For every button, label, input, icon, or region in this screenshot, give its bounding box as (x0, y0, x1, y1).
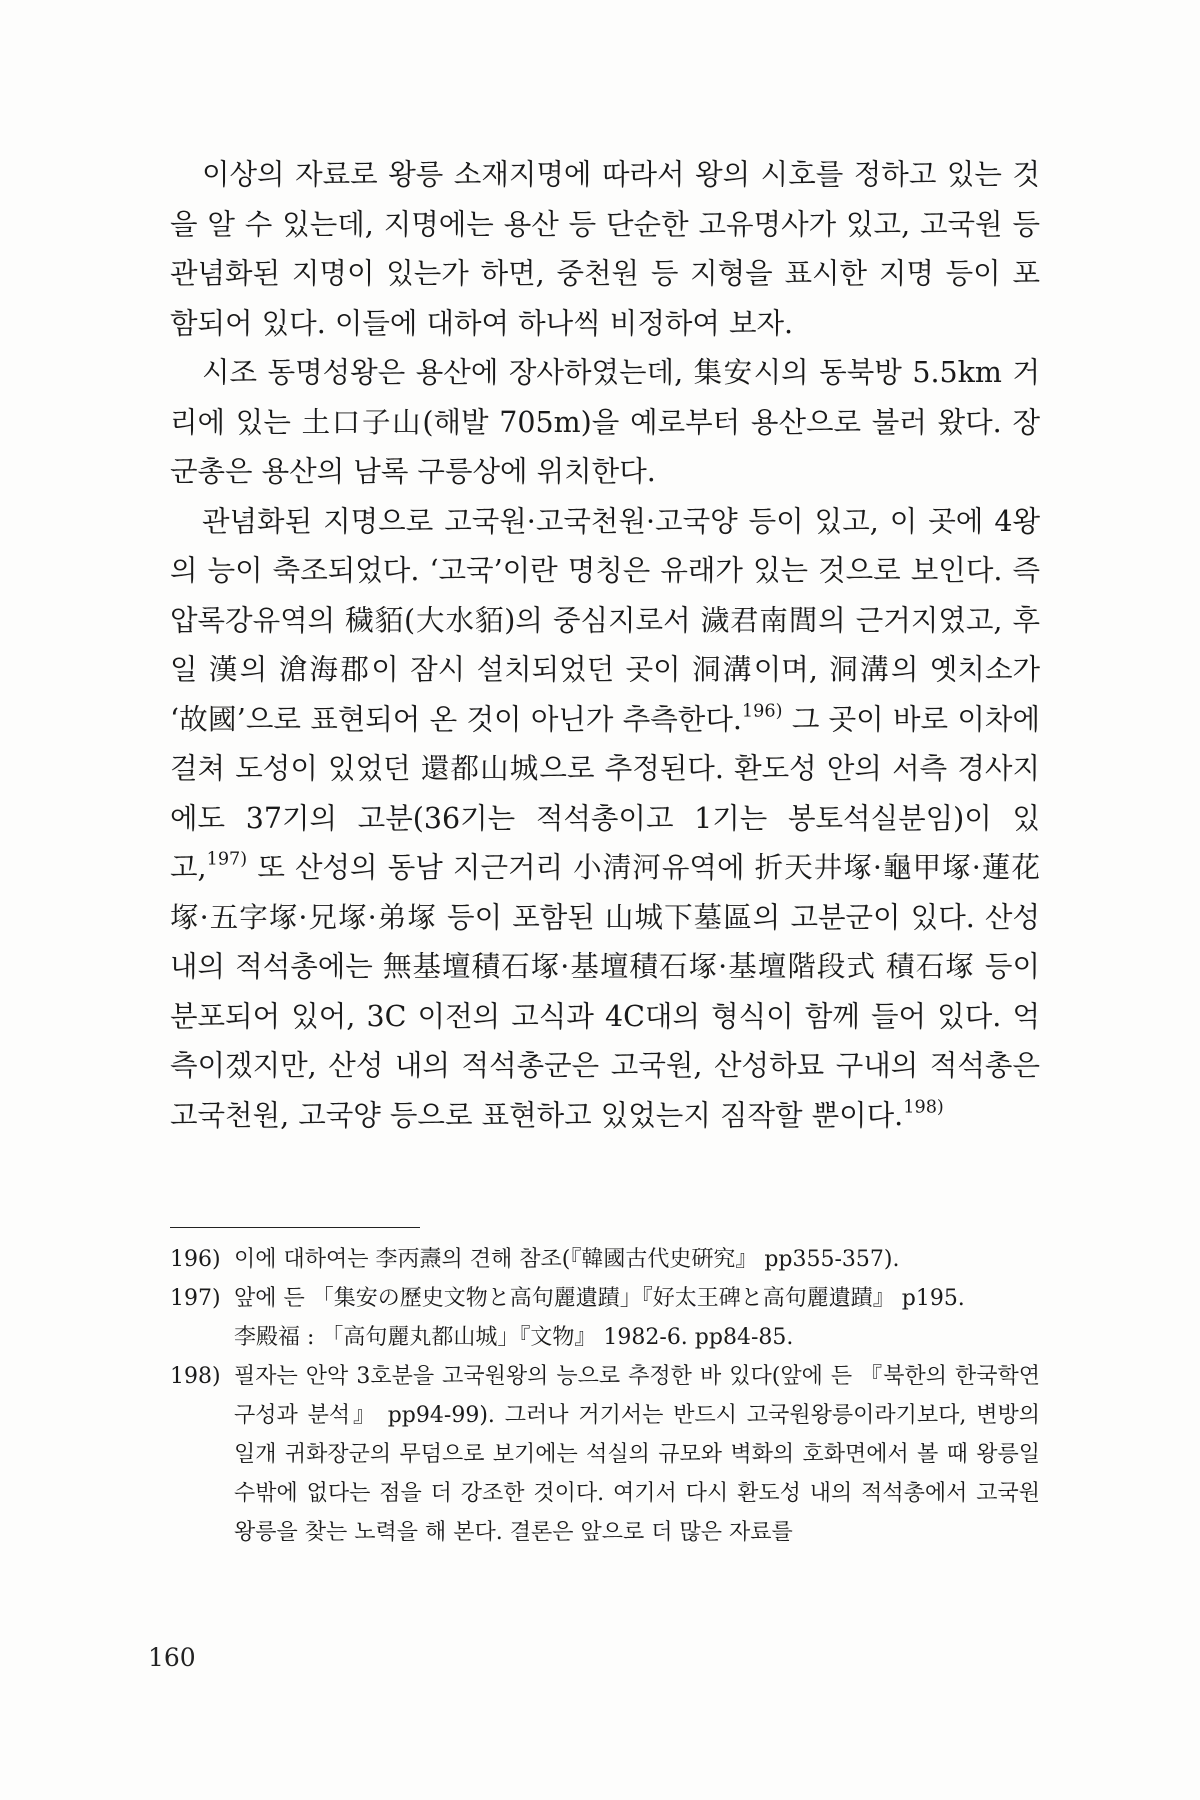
footnote-text: 앞에 든 「集安の歷史文物と高句麗遺蹟」『好太王碑と高句麗遺蹟』 p195. (234, 1286, 965, 1311)
page-number: 160 (148, 1643, 196, 1672)
footnote-text: 이에 대하여는 李丙燾의 견해 참조(『韓國古代史硏究』 pp355-357). (234, 1247, 900, 1272)
footnote-196 (170, 1240, 1040, 1279)
footnote-number: 196) (170, 1247, 221, 1272)
footnote-number: 198) (170, 1364, 221, 1389)
footnote-197 (170, 1279, 1040, 1357)
body-text (170, 150, 1040, 1140)
paragraph-3-part-2: 그 곳이 바로 이차에 걸쳐 도성이 있었던 還都山城으로 추정된다. 환도성 안의 서측 경사지에도 37기의 고분(36기는 적석총이고 1기는 봉토석실분임)이 있고, (170, 702, 1040, 884)
footnote-ref-197[interactable]: 197) (206, 849, 248, 870)
footnote-198 (170, 1357, 1040, 1552)
paragraph-3 (170, 497, 1040, 1141)
footnote-divider (170, 1227, 420, 1228)
footnote-ref-198[interactable]: 198) (903, 1097, 944, 1118)
paragraph-3-part-1: 관념화된 지명으로 고국원·고국천원·고국양 등이 있고, 이 곳에 4왕의 능이 축조되었다. ‘고국’이란 명칭은 유래가 있는 것으로 보인다. 즉 압록강유역의 穢貊(大水貊)의 중심지로서 濊君南閭의 근거지였고, 후일 漢의 滄海郡이 잠시 설치되었던 곳이 洞溝이며, 洞溝의 옛치소가 ‘故國’으로 표현되어 온 것이 아닌가 추측한다. (170, 504, 1040, 736)
footnotes (170, 1240, 1040, 1552)
footnote-number: 197) (170, 1286, 221, 1311)
footnote-text: 필자는 안악 3호분을 고국원왕의 능으로 추정한 바 있다(앞에 든 『북한의 한국학연구성과 분석』 pp94-99). 그러나 거기서는 반드시 고국원왕릉이라기보다, 변방의 일개 귀화장군의 무덤으로 보기에는 석실의 규모와 벽화의 호화면에서 볼 때 왕릉일 수밖에 없다는 점을 더 강조한 것이다. 여기서 다시 환도성 내의 적석총에서 고국원왕릉을 찾는 노력을 해 본다. 결론은 앞으로 더 많은 자료를 (234, 1364, 1040, 1545)
footnote-ref-196[interactable]: 196) (741, 701, 783, 722)
paragraph-2: 시조 동명성왕은 용산에 장사하였는데, 集安시의 동북방 5.5km 거리에 있는 土口子山(해발 705m)을 예로부터 용산으로 불러 왔다. 장군총은 용산의 남록 구릉상에 위치한다. (170, 356, 1040, 488)
paragraph-3-part-3: 또 산성의 동남 지근거리 小淸河유역에 折天井塚·龜甲塚·蓮花塚·五字塚·兄塚·弟塚 등이 포함된 山城下墓區의 고분군이 있다. 산성 내의 적석총에는 無基壇積石塚·基壇積石塚·基壇階段式 積石塚 등이 분포되어 있어, 3C 이전의 고식과 4C대의 형식이 함께 들어 있다. 억측이겠지만, 산성 내의 적석총군은 고국원, 산성하묘 구내의 적석총은 고국천원, 고국양 등으로 표현하고 있었는지 짐작할 뿐이다. (170, 851, 1040, 1132)
paragraph-1: 이상의 자료로 왕릉 소재지명에 따라서 왕의 시호를 정하고 있는 것을 알 수 있는데, 지명에는 용산 등 단순한 고유명사가 있고, 고국원 등 관념화된 지명이 있는가 하면, 중천원 등 지형을 표시한 지명 등이 포함되어 있다. 이들에 대하여 하나씩 비정하여 보자. (170, 158, 1040, 340)
footnote-text-continued: 李殿福 : 「高句麗丸都山城」『文物』 1982-6. pp84-85. (234, 1325, 794, 1350)
